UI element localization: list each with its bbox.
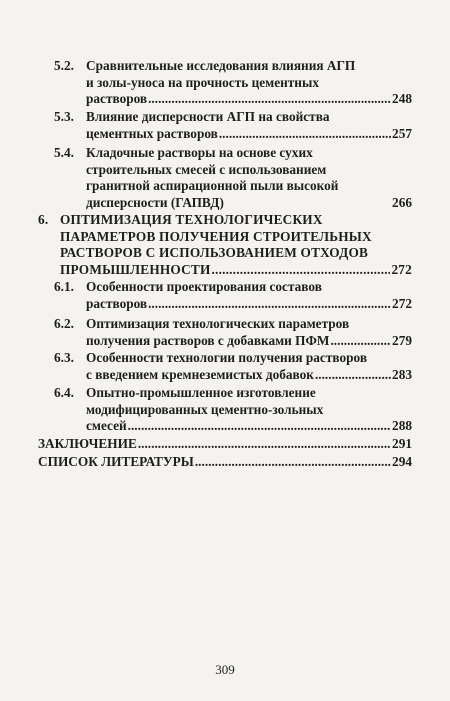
toc-entry-title-line: Влияние дисперсности АГП на свойства xyxy=(86,109,330,124)
toc-entry-last-line xyxy=(86,195,412,212)
page-number: 309 xyxy=(215,662,235,677)
toc-entry-last-line xyxy=(86,296,412,313)
toc-entry-title-line: растворов xyxy=(86,91,148,106)
toc-entry-title-line: растворов xyxy=(86,295,148,311)
toc-page-number: 279 xyxy=(392,332,412,348)
toc-page-number: 272 xyxy=(391,261,412,277)
toc-dot-leader xyxy=(138,436,391,453)
toc-entry-last-line xyxy=(38,454,412,471)
toc-entry-last-line xyxy=(38,436,412,453)
toc-page-number: 272 xyxy=(392,295,412,311)
toc-page-number: 257 xyxy=(392,125,412,141)
toc-entry-title-line: СПИСОК ЛИТЕРАТУРЫ xyxy=(38,454,194,469)
toc-page-number: 294 xyxy=(392,454,412,469)
toc-entry-title-line: ПАРАМЕТРОВ ПОЛУЧЕНИЯ СТРОИТЕЛЬНЫХ xyxy=(60,228,372,244)
toc-entry-last-line xyxy=(86,418,412,435)
toc-page-number: 248 xyxy=(392,91,412,106)
toc-dot-leader xyxy=(128,418,391,435)
toc-entry-title-line: дисперсности (ГАПВД) xyxy=(86,194,224,210)
toc-entry-number: 6.3. xyxy=(54,350,74,365)
toc-entry-number: 5.3. xyxy=(54,109,74,124)
toc-entry-title-line: получения растворов с добавками ПФМ xyxy=(86,332,330,348)
toc-dot-leader xyxy=(212,262,391,279)
toc-entry-last-line xyxy=(86,91,412,108)
toc-dot-leader xyxy=(195,454,391,471)
toc-entry-number: 5.2. xyxy=(54,58,74,73)
toc-entry-last-line xyxy=(60,262,412,279)
toc-entry-title-line: Особенности проектирования составов xyxy=(86,279,322,294)
toc-entry-number: 5.4. xyxy=(54,145,74,160)
toc-entry-title-line: гранитной аспирационной пыли высокой xyxy=(86,178,339,193)
toc-entry-title-line: строительных смесей с использованием xyxy=(86,161,327,177)
toc-entry-title-line: ПРОМЫШЛЕННОСТИ xyxy=(60,261,211,277)
toc-page-number: 291 xyxy=(392,436,412,451)
toc-entry-title-line: с введением кремнеземистых добавок xyxy=(86,366,314,382)
toc-dot-leader xyxy=(148,296,391,313)
toc-entry-title-line: Оптимизация технологических параметров xyxy=(86,316,350,331)
toc-entry-number: 6. xyxy=(38,212,49,227)
toc-entry-title-line: и золы-уноса на прочность цементных xyxy=(86,74,319,90)
toc-entry-title-line: ЗАКЛЮЧЕНИЕ xyxy=(38,436,137,451)
toc-entry-number: 6.1. xyxy=(54,279,74,294)
toc-page-number: 266 xyxy=(392,194,412,210)
toc-dot-leader xyxy=(315,367,391,384)
toc-entry-title-line: Опытно-промышленное изготовление xyxy=(86,385,316,400)
toc-entry-title-line: цементных растворов xyxy=(86,125,218,141)
toc-entry-last-line xyxy=(86,333,412,350)
toc-entry-number: 6.4. xyxy=(54,385,74,400)
toc-entry-title-line: модифицированных цементно-зольных xyxy=(86,401,324,417)
toc-dot-leader xyxy=(219,126,391,143)
toc-entry-title-line: Сравнительные исследования влияния АГП xyxy=(86,58,356,73)
toc-page-number: 288 xyxy=(392,418,412,433)
toc-entry-title-line: РАСТВОРОВ С ИСПОЛЬЗОВАНИЕМ ОТХОДОВ xyxy=(60,245,369,260)
toc-entry-last-line xyxy=(86,367,412,384)
toc-entry-last-line xyxy=(86,126,412,143)
toc-dot-leader xyxy=(148,91,391,108)
toc-entry-title-line: Кладочные растворы на основе сухих xyxy=(86,145,313,160)
toc-dot-leader xyxy=(330,333,391,350)
toc-entry-title-line: Особенности технологии получения растворов xyxy=(86,350,367,365)
toc-entry-title-line: смесей xyxy=(86,418,127,433)
toc-entry-title-line: ОПТИМИЗАЦИЯ ТЕХНОЛОГИЧЕСКИХ xyxy=(60,212,323,227)
toc-page-number: 283 xyxy=(392,366,412,382)
toc-entry-number: 6.2. xyxy=(54,316,74,331)
